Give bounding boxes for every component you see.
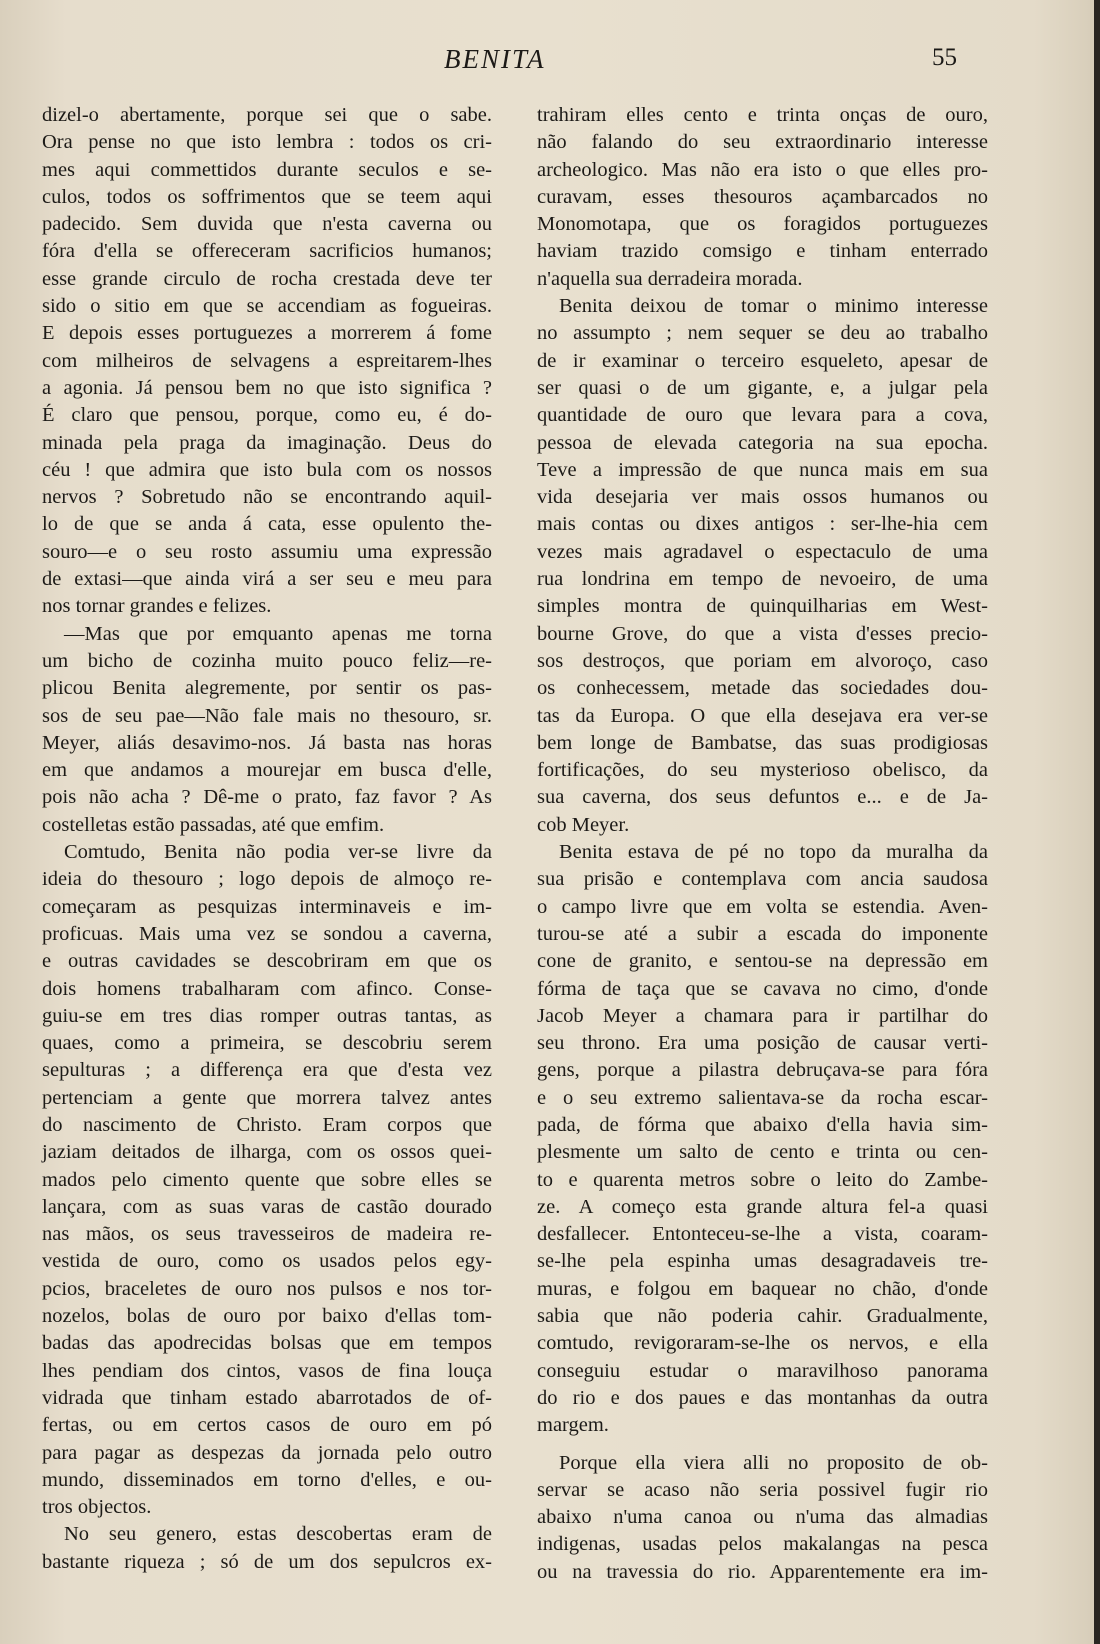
- left-column: [42, 102, 492, 1576]
- text-line: padecido. Sem duvida que n'esta caverna ou: [42, 213, 492, 236]
- text-line: para pagar as despezas da jornada pelo outro: [42, 1441, 492, 1464]
- text-line: e outras cavidades se descobriram em que os: [42, 950, 492, 973]
- text-line: esse grande circulo de rocha crestada deve ter: [42, 267, 492, 290]
- text-line: muras, e folgou em baquear no chão, d'onde: [537, 1277, 988, 1300]
- text-line: conseguiu estudar o maravilhoso panorama: [537, 1359, 988, 1382]
- text-line: o campo livre que em volta se estendia. Aven-: [537, 895, 988, 918]
- text-line: culos, todos os soffrimentos que se teem aqui: [42, 185, 492, 208]
- text-line: um bicho de cozinha muito pouco feliz—re-: [42, 649, 492, 672]
- text-line: pada, de fórma que abaixo d'ella havia sim-: [537, 1113, 988, 1136]
- text-line: Teve a impressão de que nunca mais em sua: [537, 458, 988, 481]
- text-line: os conhecessem, metade das sociedades dou-: [537, 677, 988, 700]
- text-line: vida desejaria ver mais ossos humanos ou: [537, 486, 988, 509]
- page-edge: [1094, 0, 1100, 1644]
- text-line: Porque ella viera alli no proposito de ob-: [559, 1451, 988, 1474]
- text-line: haviam trazido comsigo e tinham enterrado: [537, 240, 988, 263]
- text-line: pertenciam a gente que morrera talvez antes: [42, 1086, 492, 1109]
- text-line: n'aquella sua derradeira morada.: [537, 267, 803, 290]
- text-line: Meyer, aliás desavimo-nos. Já basta nas horas: [42, 731, 492, 754]
- text-line: ser quasi o de um gigante, e, a julgar pela: [537, 376, 988, 399]
- running-head: [0, 44, 1100, 84]
- text-line: do nascimento de Christo. Eram corpos que: [42, 1113, 492, 1136]
- text-line: jaziam deitados de ilharga, com os ossos quei-: [42, 1141, 492, 1164]
- text-line: sabia que não poderia cahir. Gradualmente,: [537, 1305, 988, 1328]
- text-line: Benita deixou de tomar o minimo interesse: [559, 295, 988, 318]
- text-line: curavam, esses thesouros açambarcados no: [537, 185, 988, 208]
- text-line: bourne Grove, do que a vista d'esses precio-: [537, 622, 988, 645]
- text-line: lo de que se anda á cata, esse opulento the-: [42, 513, 492, 536]
- text-line: badas das apodrecidas bolsas que em tempos: [42, 1332, 492, 1355]
- text-line: bastante riqueza ; só de um dos sepulcros ex-: [42, 1550, 492, 1573]
- text-line: sua caverna, dos seus defuntos e... e de Ja-: [537, 786, 988, 809]
- text-line: vidrada que tinham estado abarrotados de of-: [42, 1386, 492, 1409]
- text-line: nas mãos, os seus travesseiros de madeira re-: [42, 1223, 492, 1246]
- text-line: quaes, como a primeira, se descobriu serem: [42, 1032, 492, 1055]
- text-line: gens, porque a pilastra debruçava-se para fóra: [537, 1059, 988, 1082]
- text-line: E depois esses portuguezes a morrerem á fome: [42, 322, 492, 345]
- text-line: ze. A começo esta grande altura fel-a quasi: [537, 1195, 988, 1218]
- text-line: turou-se até a subir a escada do imponente: [537, 922, 988, 945]
- text-line: bem longe de Bambatse, das suas prodigiosas: [537, 731, 988, 754]
- text-line: com milheiros de selvagens a espreitarem-lhes: [42, 349, 492, 372]
- text-line: Jacob Meyer a chamara para ir partilhar do: [537, 1004, 988, 1027]
- text-line: plicou Benita alegremente, por sentir os pas-: [42, 677, 492, 700]
- paragraph-gap: [537, 1440, 988, 1450]
- text-line: de ir examinar o terceiro esqueleto, apesar de: [537, 349, 988, 372]
- text-line: fortificações, do seu mysterioso obelisco, da: [537, 759, 988, 782]
- text-line: rua londrina em tempo de nevoeiro, de uma: [537, 568, 988, 591]
- text-line: nervos ? Sobretudo não se encontrando aquil-: [42, 486, 492, 509]
- text-line: costelletas estão passadas, até que emfim.: [42, 813, 385, 836]
- text-line: desfallecer. Entonteceu-se-lhe a vista, coaram-: [537, 1223, 988, 1246]
- text-line: lhes pendiam dos cintos, vasos de fina louça: [42, 1359, 492, 1382]
- text-line: céu ! que admira que isto bula com os nossos: [42, 458, 492, 481]
- text-line: fóra d'ella se offereceram sacrificios humanos;: [42, 240, 492, 263]
- text-line: não falando do seu extraordinario interesse: [537, 131, 988, 154]
- text-line: tas da Europa. O que ella desejava era ver-se: [537, 704, 988, 727]
- text-line: nozelos, bolas de ouro por baixo d'ellas tom-: [42, 1305, 492, 1328]
- text-line: Ora pense no que isto lembra : todos os cri-: [42, 131, 492, 154]
- text-line: nos tornar grandes e felizes.: [42, 595, 272, 618]
- text-line: pois não acha ? Dê-me o prato, faz favor ? As: [42, 786, 492, 809]
- text-line: souro—e o seu rosto assumiu uma expressão: [42, 540, 492, 563]
- text-line: mes aqui commettidos durante seculos e se-: [42, 158, 492, 181]
- text-line: Comtudo, Benita não podia ver-se livre da: [64, 841, 492, 864]
- text-line: cob Meyer.: [537, 813, 630, 836]
- text-line: ou na travessia do rio. Apparentemente era im-: [537, 1560, 988, 1583]
- text-line: pessoa de elevada categoria na sua epocha.: [537, 431, 988, 454]
- text-line: archeologico. Mas não era isto o que elles pro-: [537, 158, 988, 181]
- text-line: É claro que pensou, porque, como eu, é do-: [42, 404, 492, 427]
- text-line: plesmente um salto de cento e trinta ou cen-: [537, 1141, 988, 1164]
- text-line: ideia do thesouro ; logo depois de almoço re-: [42, 868, 492, 891]
- page-number: 55: [932, 44, 957, 71]
- text-line: comtudo, revigoraram-se-lhe os nervos, e ella: [537, 1332, 988, 1355]
- text-line: proficuas. Mais uma vez se sondou a caverna,: [42, 922, 492, 945]
- text-line: em que andamos a mourejar em busca d'elle,: [42, 759, 492, 782]
- right-column: [537, 102, 988, 1586]
- text-line: mais contas ou dixes antigos : ser-lhe-hia cem: [537, 513, 988, 536]
- text-line: cone de granito, e sentou-se na depressão em: [537, 950, 988, 973]
- text-line: dois homens trabalharam com afinco. Conse-: [42, 977, 492, 1000]
- text-line: mados pelo cimento quente que sobre elles se: [42, 1168, 492, 1191]
- text-line: pcios, braceletes de ouro nos pulsos e nos tor-: [42, 1277, 492, 1300]
- text-line: fórma de taça que se cavava no cimo, d'onde: [537, 977, 988, 1000]
- text-line: mundo, disseminados em torno d'elles, e ou-: [42, 1468, 492, 1491]
- text-line: —Mas que por emquanto apenas me torna: [64, 622, 492, 645]
- text-line: sua prisão e contemplava com ancia saudosa: [537, 868, 988, 891]
- text-line: dizel-o abertamente, porque sei que o sabe.: [42, 104, 492, 126]
- text-line: fertas, ou em certos casos de ouro em pó: [42, 1414, 492, 1437]
- text-line: indigenas, usadas pelos makalangas na pesca: [537, 1533, 988, 1556]
- text-line: sos destroços, que poriam em alvoroço, caso: [537, 649, 988, 672]
- text-line: margem.: [537, 1414, 609, 1437]
- text-line: sido o sitio em que se accendiam as fogueiras.: [42, 295, 492, 318]
- running-title: BENITA: [444, 44, 546, 74]
- text-line: sos de seu pae—Não fale mais no thesouro, sr.: [42, 704, 492, 727]
- text-line: minada pela praga da imaginação. Deus do: [42, 431, 492, 454]
- text-line: guiu-se em tres dias romper outras tantas, as: [42, 1004, 492, 1027]
- text-line: servar se acaso não seria possivel fugir rio: [537, 1478, 988, 1501]
- text-line: Monomotapa, que os foragidos portuguezes: [537, 213, 988, 236]
- text-line: começaram as pesquizas interminaveis e im-: [42, 895, 492, 918]
- text-line: tros objectos.: [42, 1496, 152, 1519]
- text-line: seu throno. Era uma posição de causar verti-: [537, 1032, 988, 1055]
- text-line: de extasi—que ainda virá a ser seu e meu para: [42, 568, 492, 591]
- text-line: do rio e dos paues e das montanhas da outra: [537, 1386, 988, 1409]
- text-line: Benita estava de pé no topo da muralha da: [559, 841, 988, 864]
- text-line: quantidade de ouro que levara para a cova,: [537, 404, 988, 427]
- text-line: lançara, com as suas varas de castão dourado: [42, 1195, 492, 1218]
- text-line: no assumpto ; nem sequer se deu ao trabalho: [537, 322, 988, 345]
- text-line: vestida de ouro, como os usados pelos egy-: [42, 1250, 492, 1273]
- text-line: No seu genero, estas descobertas eram de: [64, 1523, 492, 1546]
- text-line: a agonia. Já pensou bem no que isto significa ?: [42, 376, 492, 399]
- text-line: abaixo n'uma canoa ou n'uma das almadias: [537, 1506, 988, 1529]
- text-line: vezes mais agradavel o espectaculo de uma: [537, 540, 988, 563]
- text-line: simples montra de quinquilharias em West-: [537, 595, 988, 618]
- text-line: se-lhe pela espinha umas desagradaveis tre-: [537, 1250, 988, 1273]
- text-line: sepulturas ; a differença era que d'esta vez: [42, 1059, 492, 1082]
- text-line: to e quarenta metros sobre o leito do Zambe-: [537, 1168, 988, 1191]
- text-line: e o seu extremo salientava-se da rocha escar-: [537, 1086, 988, 1109]
- text-line: trahiram elles cento e trinta onças de ouro,: [537, 104, 988, 126]
